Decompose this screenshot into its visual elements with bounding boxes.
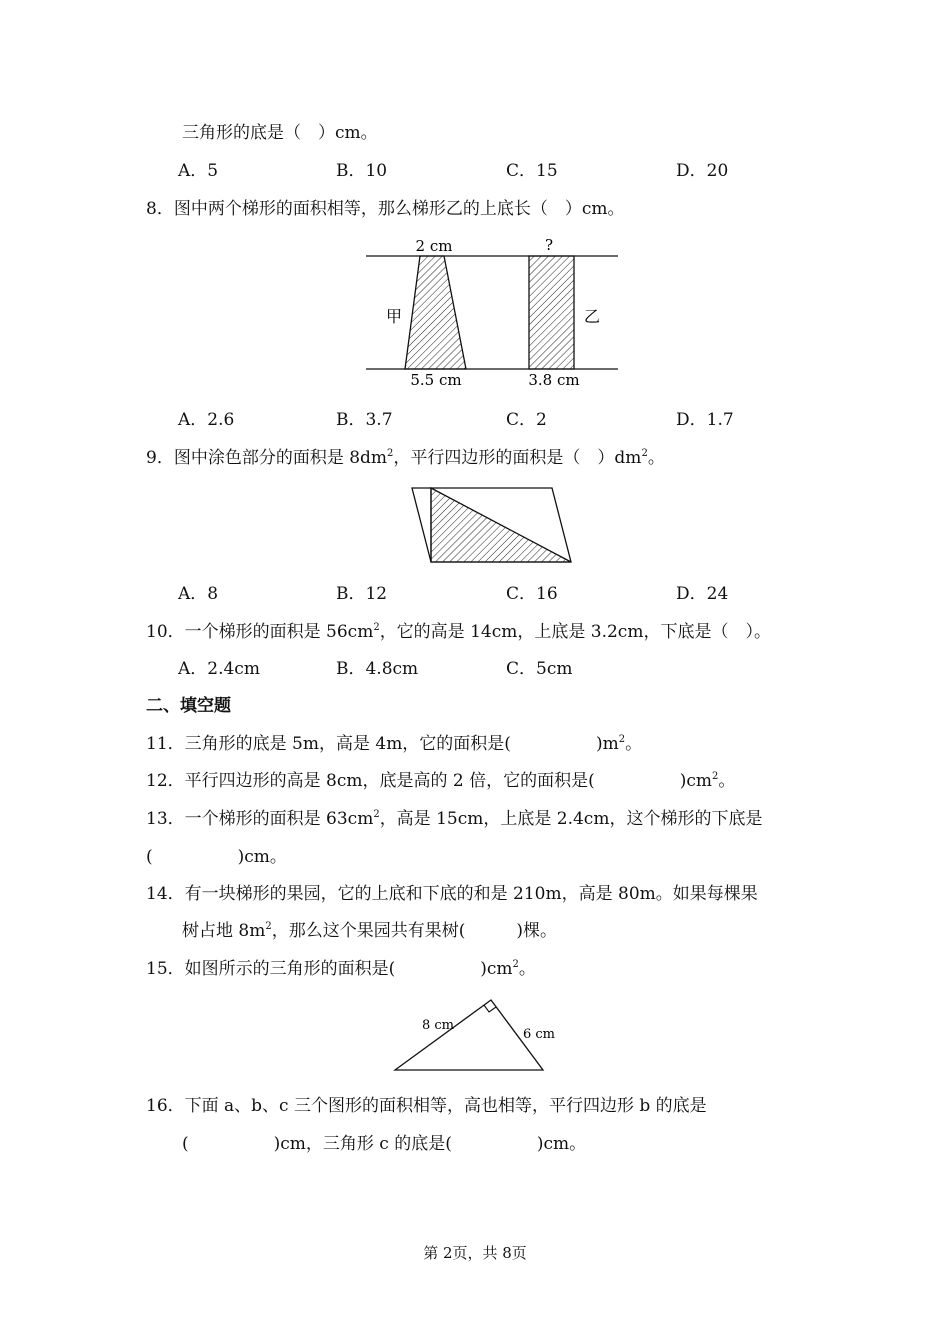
triangle-left-label: 8 cm [422,1018,455,1033]
q10-text: 10．一个梯形的面积是 $56cm^2$，它的高是 14cm，上底是 3.2cm，下底是（ ）。 [146,622,771,642]
q9-option-c[interactable]: C．16 [506,584,558,604]
jia-bottom-label: 5.5 cm [410,371,462,389]
q8-option-d[interactable]: D．1.7 [676,410,734,430]
q9-option-a[interactable]: A．8 [178,584,219,604]
q12-text: 12．平行四边形的高是 8cm，底是高的 2 倍，它的面积是( )$cm^2$。 [146,771,736,791]
q8-option-c[interactable]: C．2 [506,410,547,430]
q9-option-b[interactable]: B．12 [336,584,388,604]
triangle-right-label: 6 cm [523,1027,556,1042]
q10-option-c[interactable]: C．5cm [506,659,573,679]
trapezoid-yi [529,256,574,369]
q16-text-line2: ( )cm，三角形 c 的底是( )cm。 [182,1134,587,1154]
q14-text-line2: 树占地 $8m^2$，那么这个果园共有果树( )棵。 [182,921,557,941]
q16-text: 16．下面 a、b、c 三个图形的面积相等，高也相等，平行四边形 b 的底是 [146,1096,707,1116]
q13-text-line2: ( )cm。 [146,847,287,867]
page-footer: 第 2页，共 8页 [423,1244,527,1262]
q9-option-d[interactable]: D．24 [676,584,729,604]
jia-top-label: 2 cm [415,237,453,255]
shaded-triangle [431,488,571,562]
q8-trapezoid-figure [360,232,624,392]
jia-name-label: 甲 [385,307,403,326]
q10-option-a[interactable]: A．2.4cm [178,659,260,679]
trapezoid-jia [405,256,466,369]
q8-text: 8．图中两个梯形的面积相等，那么梯形乙的上底长（ ）cm。 [146,199,625,219]
q9-text: 9．图中涂色部分的面积是 $8dm^2$，平行四边形的面积是（ ）$dm^2$。 [146,448,665,468]
q7-option-c[interactable]: C．15 [506,161,558,181]
section-title-fill-in: 二、填空题 [146,696,231,716]
q14-text: 14．有一块梯形的果园，它的上底和下底的和是 210m，高是 80m。如果每棵果 [146,884,758,904]
q9-parallelogram-figure [408,483,576,567]
yi-name-label: 乙 [583,307,601,326]
q11-text: 11．三角形的底是 5m，高是 4m，它的面积是( )$m^2$。 [146,734,643,754]
right-triangle [395,1000,543,1070]
q15-text: 15．如图所示的三角形的面积是( )$cm^2$。 [146,959,536,979]
q7-text: 三角形的底是（ ）cm。 [182,123,378,143]
q7-option-d[interactable]: D．20 [676,161,729,181]
right-angle-mark [484,1005,496,1012]
q15-right-triangle-figure [390,994,556,1076]
q8-option-a[interactable]: A．2.6 [178,410,235,430]
q13-text: 13．一个梯形的面积是 $63cm^2$，高是 15cm，上底是 2.4cm，这个梯形的下底是 [146,809,763,829]
q7-option-b[interactable]: B．10 [336,161,388,181]
yi-bottom-label: 3.8 cm [528,371,580,389]
q7-option-a[interactable]: A．5 [178,161,219,181]
q10-option-b[interactable]: B．4.8cm [336,659,419,679]
q8-option-b[interactable]: B．3.7 [336,410,393,430]
yi-top-label: ? [544,236,554,254]
